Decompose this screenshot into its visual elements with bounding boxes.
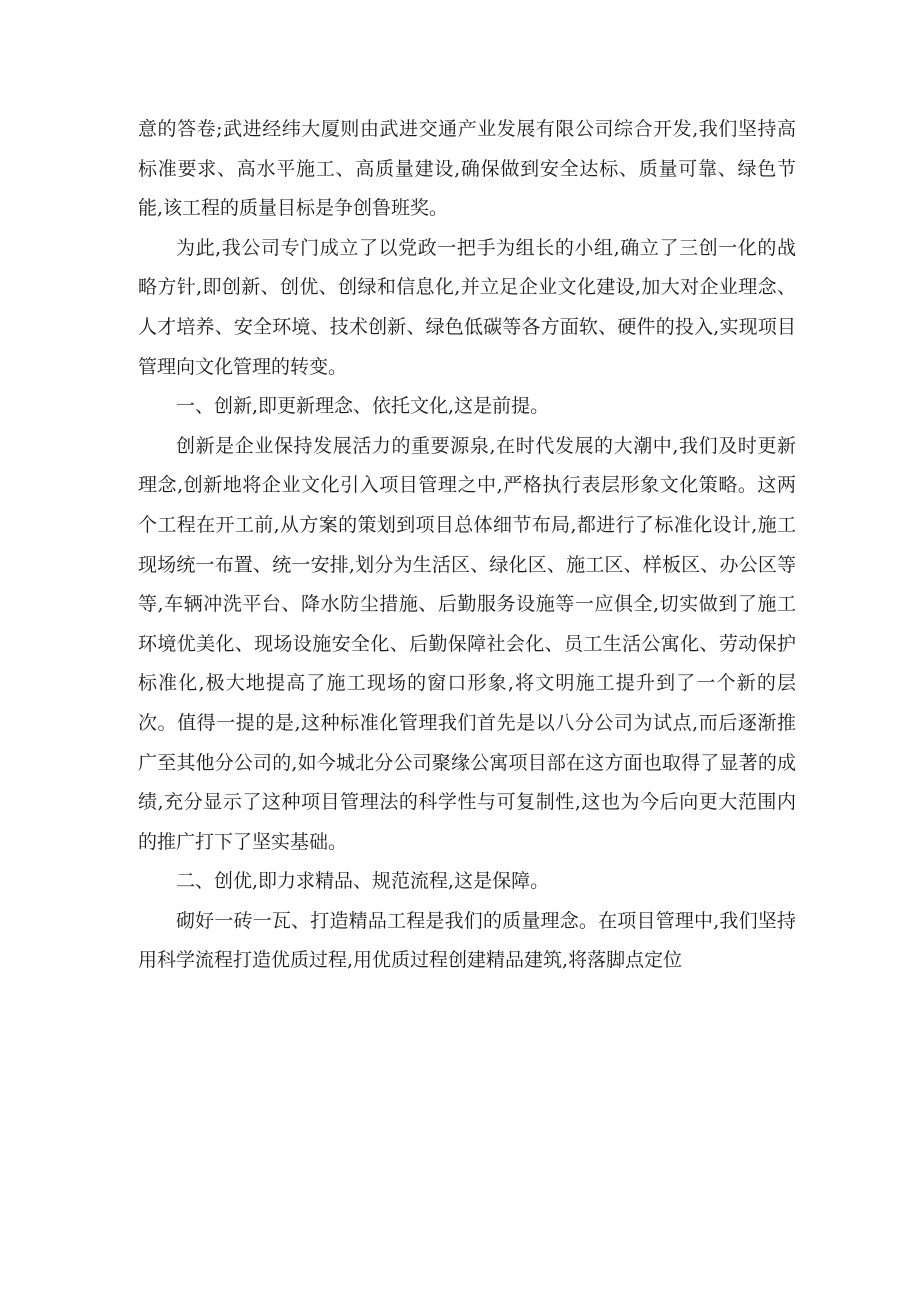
document-page <box>138 110 796 981</box>
paragraph-strategy: 为此,我公司专门成立了以党政一把手为组长的小组,确立了三创一化的战略方针,即创新、创优、创绿和信息化,并立足企业文化建设,加大对企业理念、人才培养、安全环境、技术创新、绿色低碳等各方面软、硬件的投入,实现项目管理向文化管理的转变。 <box>138 236 796 378</box>
section-heading-excellence: 二、创优,即力求精品、规范流程,这是保障。 <box>176 870 550 893</box>
paragraph-innovation: 创新是企业保持发展活力的重要源泉,在时代发展的大潮中,我们及时更新理念,创新地将企业文化引入项目管理之中,严格执行表层形象文化策略。这两个工程在开工前,从方案的策划到项目总体细节布局,都进行了标准化设计,施工现场统一布置、统一安排,划分为生活区、绿化区、施工区、样板区、办公区等等,车辆冲洗平台、降水防尘措施、后勤服务设施等一应俱全,切实做到了施工环境优美化、现场设施安全化、后勤保障社会化、员工生活公寓化、劳动保护标准化,极大地提高了施工现场的窗口形象,将文明施工提升到了一个新的层次。值得一提的是,这种标准化管理我们首先是以八分公司为试点,而后逐渐推广至其他分公司的,如今城北分公司聚缘公寓项目部在这方面也取得了显著的成绩,充分显示了这种项目管理法的科学性与可复制性,这也为今后向更大范围内的推广打下了坚实基础。 <box>138 434 796 853</box>
paragraph-continued: 意的答卷;武进经纬大厦则由武进交通产业发展有限公司综合开发,我们坚持高标准要求、高水平施工、高质量建设,确保做到安全达标、质量可靠、绿色节能,该工程的质量目标是争创鲁班奖。 <box>138 118 796 220</box>
paragraph-excellence: 砌好一砖一瓦、打造精品工程是我们的质量理念。在项目管理中,我们坚持用科学流程打造优质过程,用优质过程创建精品建筑,将落脚点定位 <box>138 909 796 972</box>
section-heading-innovation: 一、创新,即更新理念、依托文化,这是前提。 <box>176 395 550 418</box>
